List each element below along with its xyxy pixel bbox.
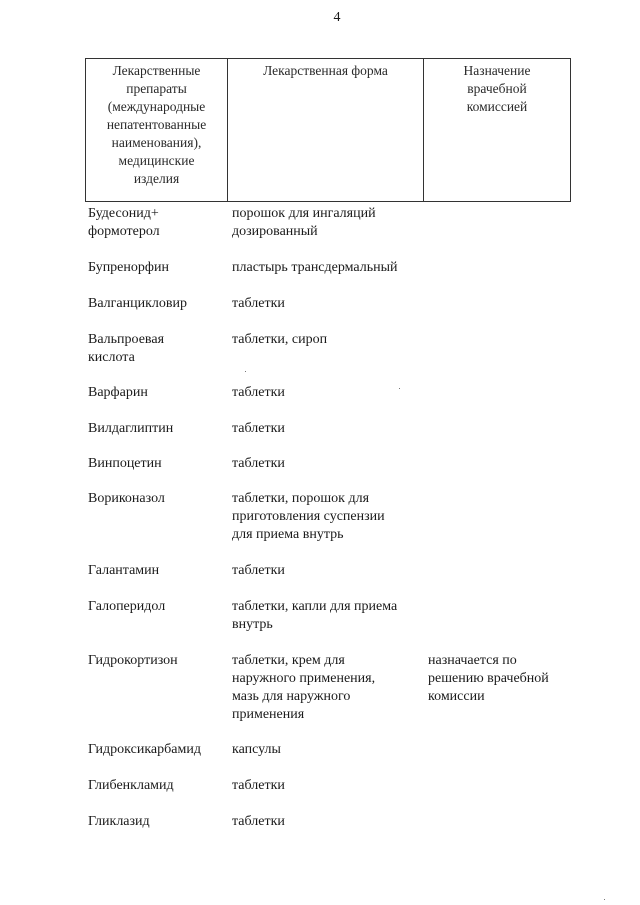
dosage-form: таблетки, порошок для приготовления суспензии для приема внутрь [232,491,385,542]
drug-name: Будесонид+ формотерол [88,206,160,239]
drug-name: Гликлазид [88,814,150,829]
scan-speck [399,388,400,389]
drug-name: Вилдаглиптин [88,421,174,436]
drug-name: Винпоцетин [88,456,162,471]
dosage-form: капсулы [232,742,281,757]
dosage-form: таблетки [232,563,285,578]
dosage-form: таблетки [232,421,285,436]
header-commission: Назначение врачебной комиссией [423,59,570,201]
scan-speck [245,371,246,372]
dosage-form: таблетки [232,296,285,311]
drug-name: Галоперидол [88,599,166,614]
drug-name: Валганцикловир [88,296,187,311]
drug-name: Глибенкламид [88,778,174,793]
dosage-form: таблетки, капли для приема внутрь [232,599,398,632]
dosage-form: таблетки [232,385,285,400]
dosage-form: таблетки, сироп [232,332,328,347]
header-dosage-form: Лекарственная форма [227,59,423,201]
drug-name: Гидроксикарбамид [88,742,201,757]
scan-speck [604,899,605,900]
dosage-form: пластырь трансдермальный [232,260,398,275]
dosage-form: таблетки [232,814,285,829]
commission-note: назначается по решению врачебной комиссии [428,653,549,704]
page-number: 4 [333,10,341,25]
drug-name: Галантамин [88,563,160,578]
dosage-form: таблетки, крем для наружного применения, мазь для наружного применения [232,653,376,722]
header-drug-names: Лекарственные препараты (международные непатентованные наименования), медицинские изделия [106,63,207,186]
dosage-form: порошок для ингаляций дозированный [232,206,376,239]
drug-name: Гидрокортизон [88,653,178,668]
dosage-form: таблетки [232,778,285,793]
drug-name: Вальпроевая кислота [88,332,165,365]
dosage-form: таблетки [232,456,285,471]
drug-name: Бупренорфин [88,260,169,275]
drug-name: Вориконазол [88,491,165,506]
drug-name: Варфарин [88,385,148,400]
